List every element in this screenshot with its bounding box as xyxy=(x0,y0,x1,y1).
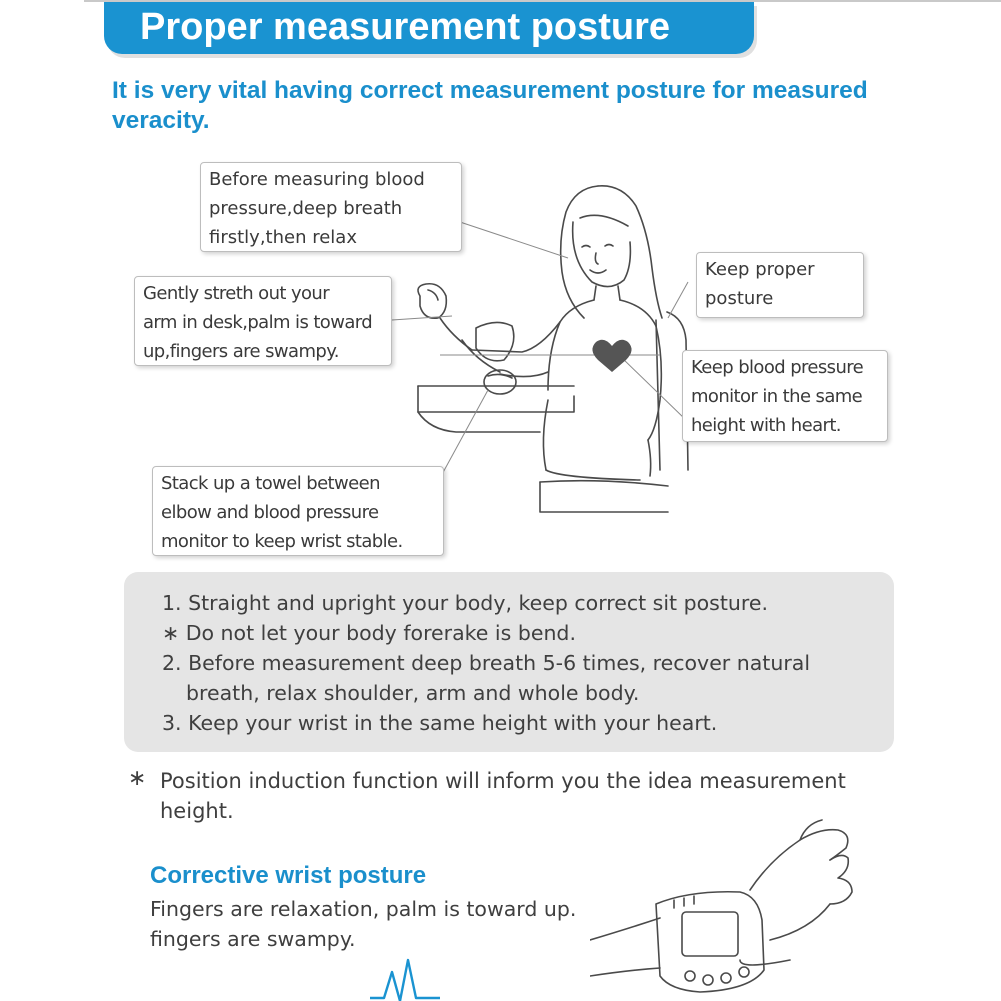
heart-icon xyxy=(592,340,631,372)
intro-text: It is very vital having correct measurement posture for measured veracity. xyxy=(112,77,868,134)
tip-line-5: 3. Keep your wrist in the same height with your heart. xyxy=(162,711,718,735)
page-title: Proper measurement posture xyxy=(140,6,671,48)
wrist-heading: Corrective wrist posture xyxy=(150,862,427,889)
tip-line-2: ∗ Do not let your body forerake is bend. xyxy=(162,621,576,645)
callout-breath: Before measuring blood pressure,deep breath firstly,then relax xyxy=(200,162,462,252)
tip-line-3: 2. Before measurement deep breath 5-6 times, recover natural xyxy=(162,651,811,675)
tip-line-1: 1. Straight and upright your body, keep correct sit posture. xyxy=(162,591,768,615)
wrist-text: Fingers are relaxation, palm is toward up. fingers are swampy. xyxy=(150,897,577,951)
note-asterisk: ∗ xyxy=(128,766,147,791)
note-text: Position induction function will inform you the idea measurement height. xyxy=(160,769,846,823)
callout-arm: Gently streth out your arm in desk,palm is toward up,fingers are swampy. xyxy=(134,276,392,366)
callout-towel: Stack up a towel between elbow and blood pressure monitor to keep wrist stable. xyxy=(152,466,444,556)
tip-line-4: breath, relax shoulder, arm and whole body. xyxy=(186,681,640,705)
callout-height: Keep blood pressure monitor in the same height with heart. xyxy=(682,350,888,442)
callout-posture: Keep proper posture xyxy=(696,252,864,318)
wrist-monitor-icon xyxy=(590,800,1001,1001)
pulse-icon xyxy=(370,958,440,1001)
